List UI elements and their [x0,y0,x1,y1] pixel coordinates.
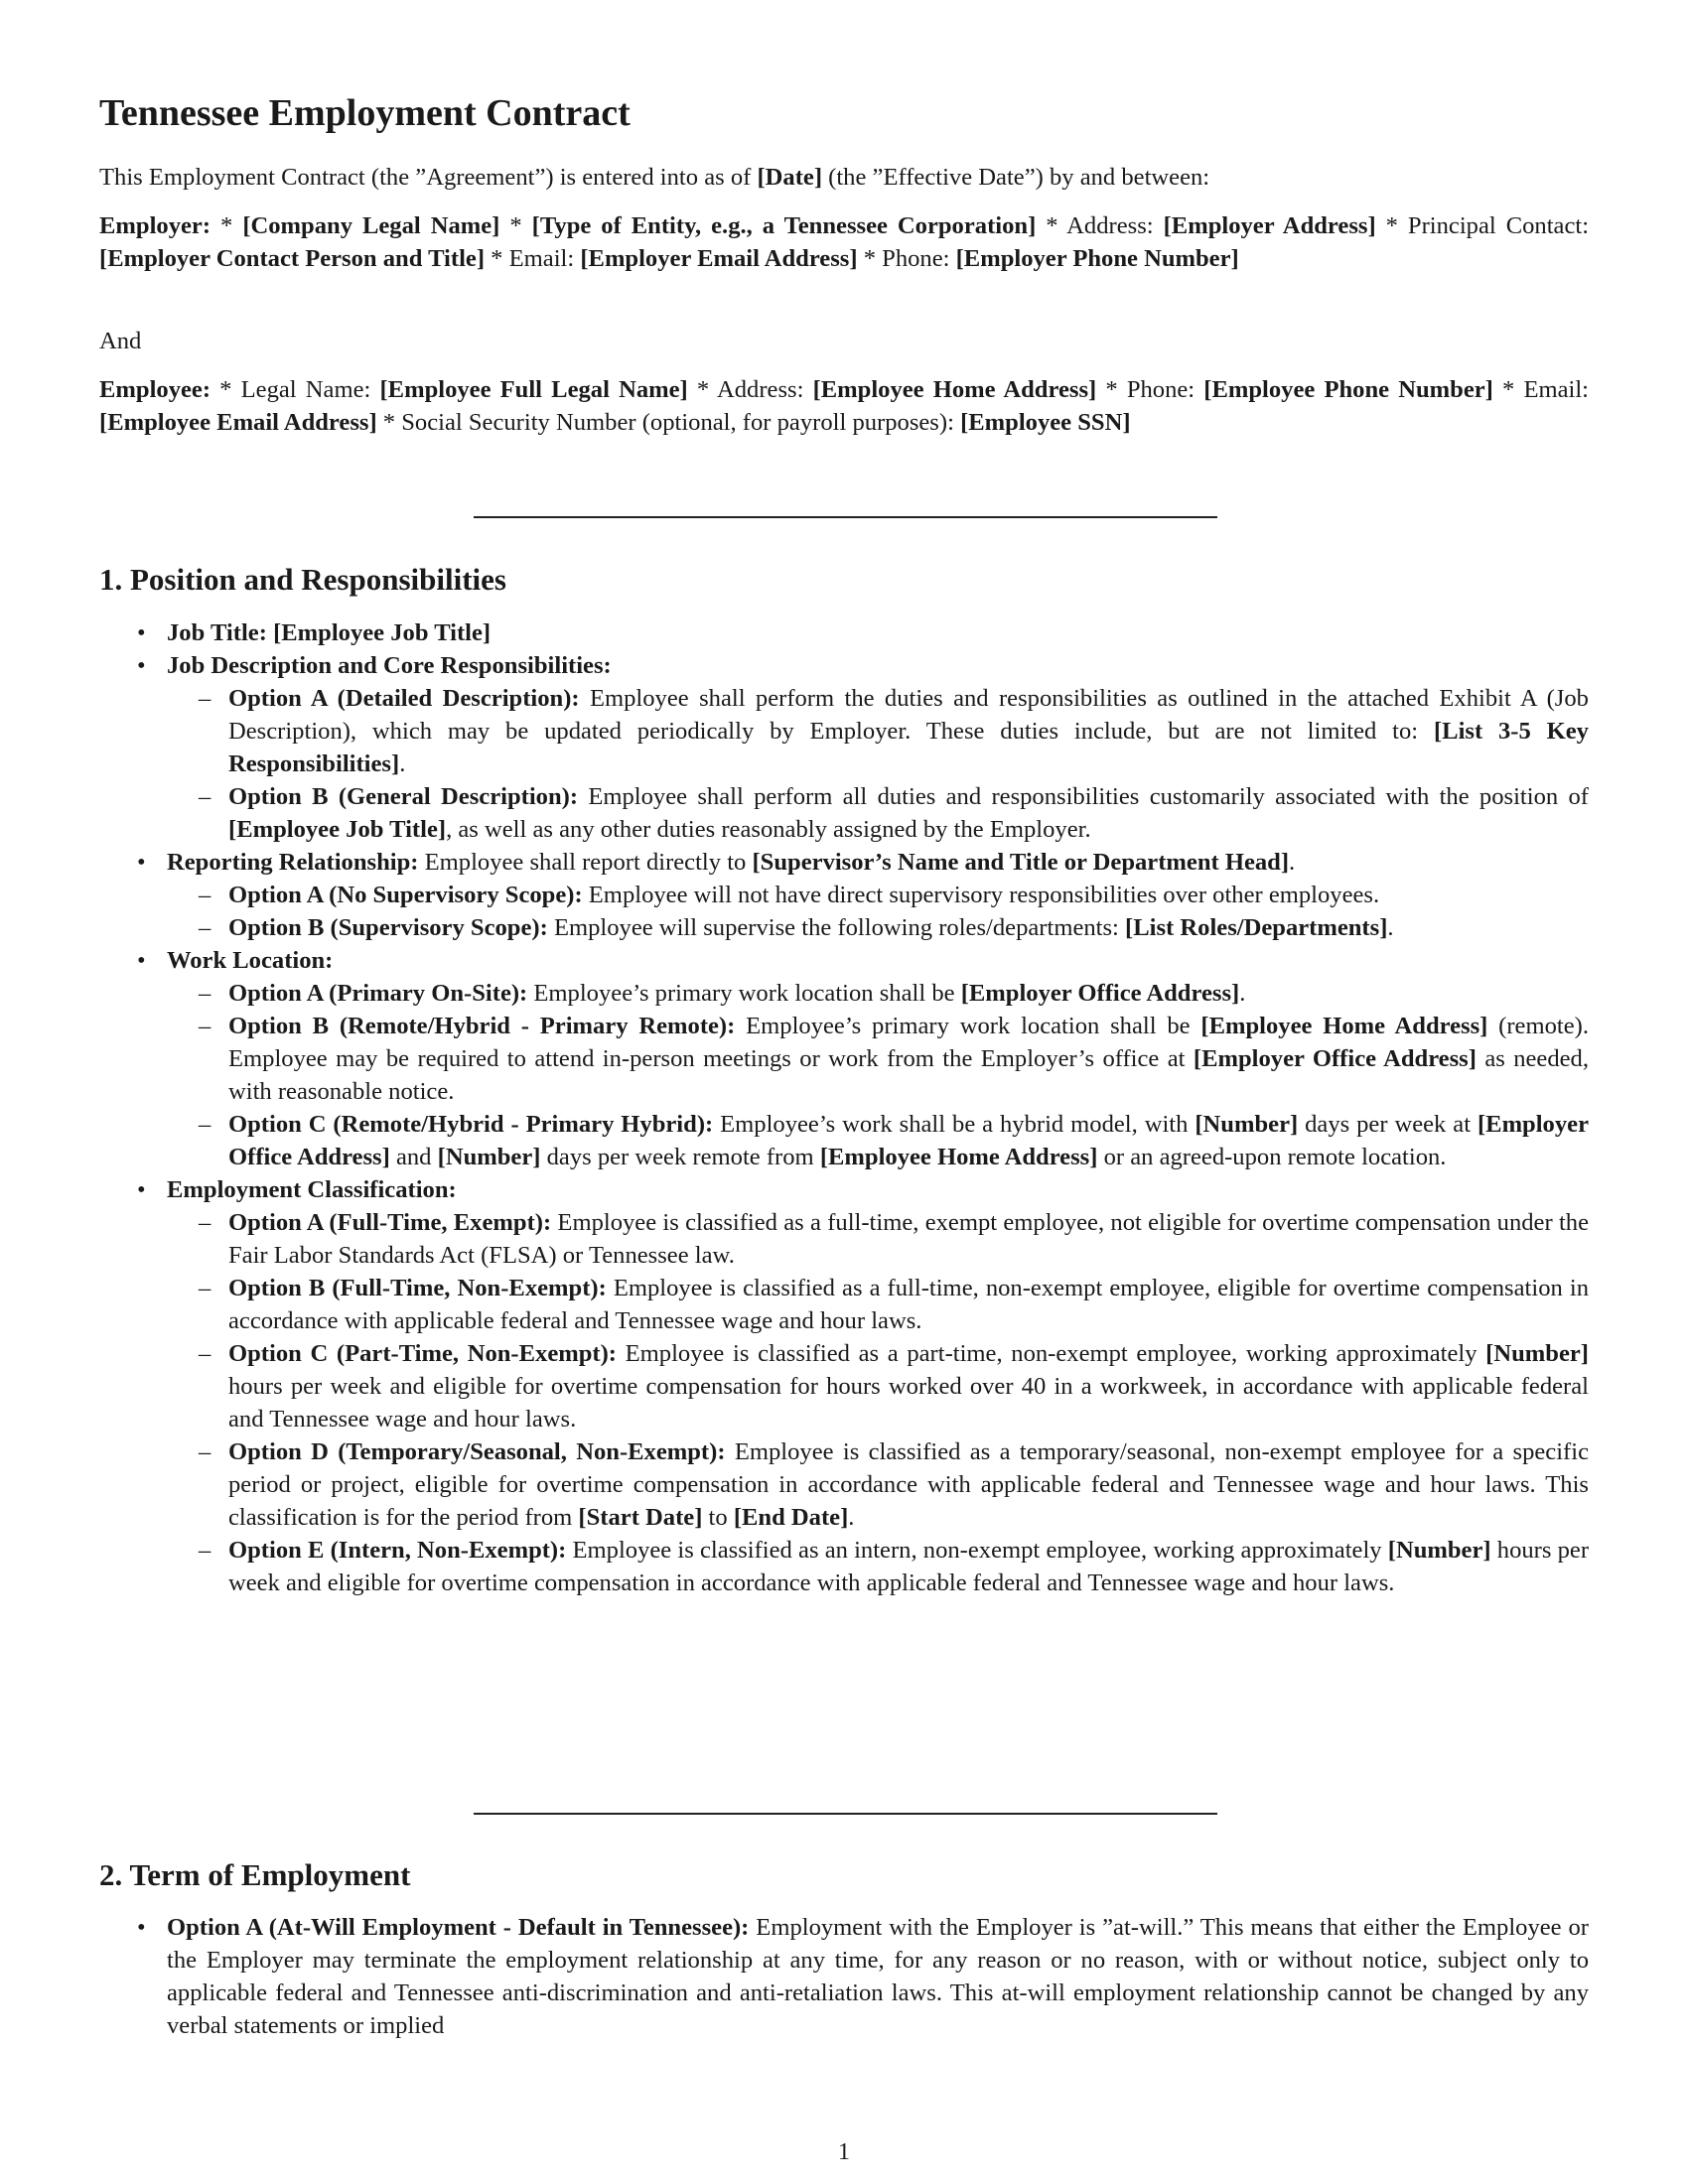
employee-ssn-placeholder: [Employee SSN] [960,409,1131,436]
entity-type-placeholder: [Type of Entity, e.g., a Tennessee Corporation] [531,212,1037,239]
employee-block: Employee: * Legal Name: [Employee Full Legal Name] * Address: [Employee Home Address] * Phone: [Employee Phone Number] * Email: [Employee Email Address] * Social Security Number (optional, for payroll purposes): [Employee SSN] [99,376,1590,436]
list-item: – Option E (Intern, Non-Exempt): Employee is classified as an intern, non-exempt employee, working approximately [Number] hours per week and eligible for overtime compensation in accordance with applicable federal and Tennessee wage and hour laws. [167,1534,1589,1599]
section-divider [474,1813,1217,1815]
employee-phone-placeholder: [Employee Phone Number] [1203,376,1493,403]
list-item-work-location: • Work Location: – Option A (Primary On-Site): Employee’s primary work location shall be [Employer Office Address]. – Option B (Remote/Hybrid - Primary Remote): Employee’s primary work location shall be [Employee Home Address] (remote). Employee may be required to attend in-person meetings or work from the Employer’s office at [Employer Office Address] as needed, with reasonable notice. – Option C (Remote/Hybrid - Primary Hybrid): Employee’s work shall be a hybrid model, with [Number] days per week at [Employer Office Address] and [Number] days per week remote from [Employee Home Address] or an agreed-upon remote location. [99,944,1589,1173]
date-placeholder: [Date] [757,164,823,191]
list-item: – Option C (Remote/Hybrid - Primary Hybrid): Employee’s work shall be a hybrid model, with [Number] days per week at [Employer Office Address] and [Number] days per week remote from [Employee Home Address] or an agreed-upon remote location. [167,1108,1589,1173]
list-item-job-description: • Job Description and Core Responsibilities: – Option A (Detailed Description): Employee shall perform the duties and responsibilities as outlined in the attached Exhibit A (Job Description), which may be updated periodically by Employer. These duties include, but are not limited to: [List 3-5 Key Responsibilities]. – Option B (General Description): Employee shall perform all duties and responsibilities customarily associated with the position of [Employee Job Title], as well as any other duties reasonably assigned by the Employer. [99,649,1589,846]
employer-email-placeholder: [Employer Email Address] [580,245,858,272]
employer-block: Employer: * [Company Legal Name] * [Type of Entity, e.g., a Tennessee Corporation] * Address: [Employer Address] * Principal Contact: [Employer Contact Person and Title] * Email: [Employer Email Address] * Phone: [Employer Phone Number] [99,212,1590,272]
list-item-job-title: • Job Title: [Employee Job Title] [99,616,1589,649]
section-1-list [99,616,1589,1599]
list-item: – Option C (Part-Time, Non-Exempt): Employee is classified as a part-time, non-exempt employee, working approximately [Number] hours per week and eligible for overtime compensation for hours worked over 40 in a workweek, in accordance with applicable federal and Tennessee wage and hour laws. [167,1337,1589,1435]
list-item: – Option A (Primary On-Site): Employee’s primary work location shall be [Employer Office Address]. [167,977,1589,1010]
employer-contact-placeholder: [Employer Contact Person and Title] [99,245,486,272]
and-connector: And [99,328,142,354]
list-item-employment-classification: • Employment Classification: – Option A (Full-Time, Exempt): Employee is classified as a full-time, exempt employee, not eligible for overtime compensation under the Fair Labor Standards Act (FLSA) or Tennessee law. – Option B (Full-Time, Non-Exempt): Employee is classified as a full-time, non-exempt employee, eligible for overtime compensation in accordance with applicable federal and Tennessee wage and hour laws. – Option C (Part-Time, Non-Exempt): Employee is classified as a part-time, non-exempt employee, working approximately [Number] hours per week and eligible for overtime compensation for hours worked over 40 in a workweek, in accordance with applicable federal and Tennessee wage and hour laws. – Option D (Temporary/Seasonal, Non-Exempt): Employee is classified as a temporary/seasonal, non-exempt employee for a specific period or project, eligible for overtime compensation in accordance with applicable federal and Tennessee wage and hour laws. This classification is for the period from [Start Date] to [End Date]. – Option E (Intern, Non-Exempt): Employee is classified as an intern, non-exempt employee, working approximately [Number] hours per week and eligible for overtime compensation in accordance with applicable federal and Tennessee wage and hour laws. [99,1173,1589,1599]
document-title: Tennessee Employment Contract [99,92,631,134]
employer-phone-placeholder: [Employer Phone Number] [955,245,1239,272]
section-1-heading: 1. Position and Responsibilities [99,562,506,597]
employer-address-placeholder: [Employer Address] [1163,212,1376,239]
list-item: – Option A (No Supervisory Scope): Employee will not have direct supervisory responsibilities over other employees. [167,879,1589,911]
list-item: – Option A (Detailed Description): Employee shall perform the duties and responsibilities as outlined in the attached Exhibit A (Job Description), which may be updated periodically by Employer. These duties include, but are not limited to: [List 3-5 Key Responsibilities]. [167,682,1589,780]
list-item-reporting-relationship: • Reporting Relationship: Employee shall report directly to [Supervisor’s Name and Title or Department Head]. – Option A (No Supervisory Scope): Employee will not have direct supervisory responsibilities over other employees. – Option B (Supervisory Scope): Employee will supervise the following roles/departments: [List Roles/Departments]. [99,846,1589,944]
list-item: – Option B (Full-Time, Non-Exempt): Employee is classified as a full-time, non-exempt employee, eligible for overtime compensation in accordance with applicable federal and Tennessee wage and hour laws. [167,1272,1589,1337]
list-item: – Option A (Full-Time, Exempt): Employee is classified as a full-time, exempt employee, not eligible for overtime compensation under the Fair Labor Standards Act (FLSA) or Tennessee law. [167,1206,1589,1272]
intro-paragraph: This Employment Contract (the ”Agreement”) is entered into as of [Date] (the ”Effective Date”) by and between: [99,164,1210,191]
section-divider [474,516,1217,518]
section-2-list [99,1911,1589,2042]
list-item: – Option B (General Description): Employee shall perform all duties and responsibilities customarily associated with the position of [Employee Job Title], as well as any other duties reasonably assigned by the Employer. [167,780,1589,846]
employee-name-placeholder: [Employee Full Legal Name] [379,376,688,403]
company-legal-name-placeholder: [Company Legal Name] [242,212,500,239]
employee-label: Employee: [99,376,211,403]
list-item: – Option D (Temporary/Seasonal, Non-Exempt): Employee is classified as a temporary/seasonal, non-exempt employee for a specific period or project, eligible for overtime compensation in accordance with applicable federal and Tennessee wage and hour laws. This classification is for the period from [Start Date] to [End Date]. [167,1435,1589,1534]
list-item: – Option B (Supervisory Scope): Employee will supervise the following roles/departments: [List Roles/Departments]. [167,911,1589,944]
employer-label: Employer: [99,212,211,239]
list-item-at-will-option: • Option A (At-Will Employment - Default in Tennessee): Employment with the Employer is ”at-will.” This means that either the Employee or the Employer may terminate the employment relationship at any time, for any reason or no reason, with or without notice, subject only to applicable federal and Tennessee anti-discrimination and anti-retaliation laws. This at-will employment relationship cannot be changed by any verbal statements or implied [99,1911,1589,2042]
employee-email-placeholder: [Employee Email Address] [99,409,377,436]
section-2-heading: 2. Term of Employment [99,1857,411,1892]
list-item: – Option B (Remote/Hybrid - Primary Remote): Employee’s primary work location shall be [Employee Home Address] (remote). Employee may be required to attend in-person meetings or work from the Employer’s office at [Employer Office Address] as needed, with reasonable notice. [167,1010,1589,1108]
page-number: 1 [838,2139,850,2165]
employee-address-placeholder: [Employee Home Address] [812,376,1097,403]
